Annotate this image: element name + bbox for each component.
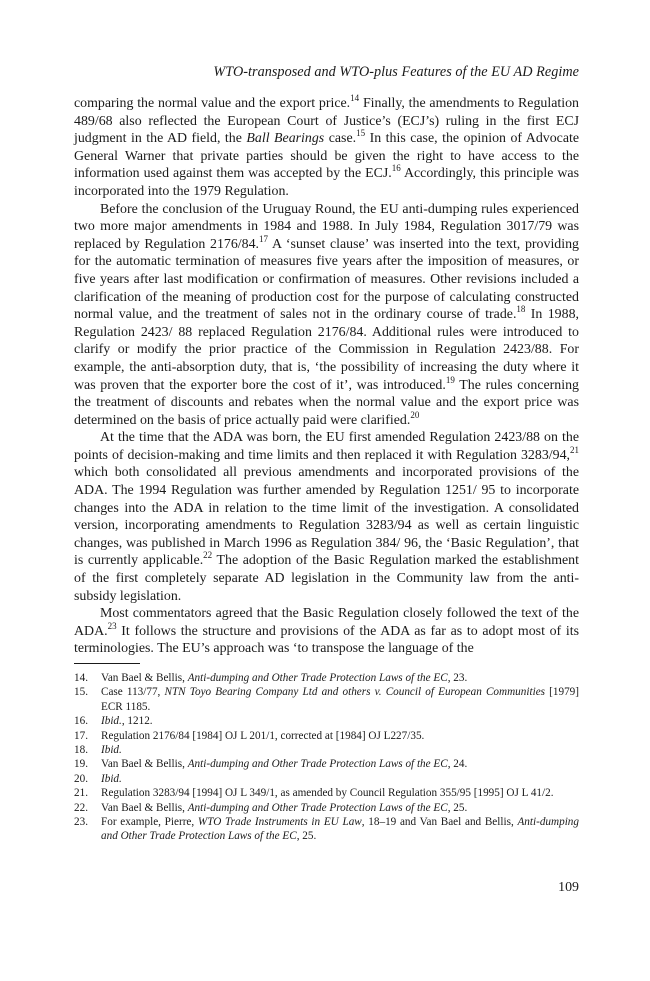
footnote bbox=[74, 743, 579, 757]
text-run: , 18–19 and Van Bael and Bellis, bbox=[361, 816, 518, 829]
italic-text: Ibid. bbox=[101, 744, 122, 757]
footnote-reference: 16 bbox=[391, 163, 401, 174]
footnote-number: 23. bbox=[74, 816, 88, 829]
paragraph bbox=[74, 201, 579, 430]
footnote bbox=[74, 671, 579, 685]
footnote-separator bbox=[74, 663, 140, 664]
footnote bbox=[74, 714, 579, 728]
text-run: [1979] ECR 1185. bbox=[101, 686, 579, 713]
italic-text: WTO Trade Instruments in EU Law bbox=[197, 816, 362, 829]
body-text bbox=[74, 95, 579, 658]
footnote-number: 17. bbox=[74, 729, 88, 742]
text-run: case. bbox=[324, 131, 357, 147]
text-run: The adoption of the Basic Regulation marked the establishment of the first completely separate AD legislation in the Community law from the anti-subsidy legislation. bbox=[74, 553, 579, 604]
text-run: Most commentators agreed that the Basic Regulation closely followed the text of the ADA. bbox=[74, 606, 579, 639]
paragraph bbox=[74, 429, 579, 605]
footnote bbox=[74, 786, 579, 800]
footnote-number: 15. bbox=[74, 686, 88, 699]
text-run: For example, Pierre, bbox=[101, 816, 198, 829]
running-head: WTO-transposed and WTO-plus Features of the EU AD Regime bbox=[213, 64, 579, 80]
footnote bbox=[74, 815, 579, 844]
paragraph bbox=[74, 95, 579, 201]
text-run: Finally, the amendments to Regulation 489/68 also reflected the European Court of Justice’s (ECJ’s) ruling in the first ECJ judgment in the AD field, the bbox=[74, 96, 579, 147]
footnote-reference: 14 bbox=[350, 93, 360, 103]
text-run: A ‘sunset clause’ was inserted into the text, providing for the automatic termination of measures five years after the imposition of measures, or five years after last modification or confirmation of measures. Other revisions included a clarification of the meaning of production cost for the purpose of calculating constructed normal value, and the treatment of sales not in the ordinary course of trade. bbox=[74, 236, 579, 323]
footnote-reference: 19 bbox=[445, 374, 455, 385]
footnote-number: 16. bbox=[74, 715, 88, 728]
text-run: , 25. bbox=[296, 830, 317, 843]
italic-text: Anti-dumping and Other Trade Protection Laws of the EC bbox=[187, 672, 448, 684]
text-run: comparing the normal value and the export price. bbox=[74, 96, 351, 111]
italic-text: Ball Bearings bbox=[246, 131, 325, 147]
footnote-reference: 22 bbox=[203, 550, 213, 561]
footnote-number: 20. bbox=[74, 772, 88, 785]
footnote-number: 21. bbox=[74, 787, 88, 800]
text-run: In this case, the opinion of Advocate General Warner that private parties should be given the right to have access to the information used against them was accepted by the ECJ. bbox=[74, 131, 580, 182]
footnote-number: 18. bbox=[74, 744, 88, 757]
text-run: Van Bael & Bellis, bbox=[101, 672, 188, 684]
footnote-reference: 18 bbox=[516, 304, 526, 315]
text-run: Accordingly, this principle was incorporated into the 1979 Regulation. bbox=[74, 166, 579, 199]
footnote bbox=[74, 685, 579, 714]
text-run: Van Bael & Bellis, bbox=[101, 758, 188, 771]
paragraph bbox=[74, 605, 579, 658]
footnote-reference: 21 bbox=[570, 444, 579, 455]
footnote-number: 19. bbox=[74, 758, 88, 771]
footnote bbox=[74, 757, 579, 771]
text-run: Regulation 2176/84 [1984] OJ L 201/1, corrected at [1984] OJ L227/35. bbox=[101, 729, 425, 742]
footnote-reference: 15 bbox=[356, 128, 366, 139]
italic-text: Anti-dumping and Other Trade Protection Laws of the EC bbox=[187, 758, 448, 771]
italic-text: NTN Toyo Bearing Company Ltd and others v. Council of European Communities bbox=[164, 686, 546, 699]
footnote bbox=[74, 801, 579, 815]
footnote-number: 22. bbox=[74, 801, 88, 814]
footnote-number: 14. bbox=[74, 672, 88, 684]
italic-text: Ibid. bbox=[101, 772, 122, 785]
text-run: Case 113/77, bbox=[101, 686, 165, 699]
italic-text: Ibid. bbox=[101, 715, 122, 728]
footnote-reference: 20 bbox=[410, 409, 420, 420]
page-number: 109 bbox=[558, 880, 579, 895]
footnotes bbox=[74, 671, 579, 844]
footnote-reference: 17 bbox=[259, 233, 269, 244]
text-run: It follows the structure and provisions of the ADA as far as to adopt most of its terminologies. The EU’s approach was ‘to transpose the language of the bbox=[74, 623, 579, 657]
footnote bbox=[74, 772, 579, 786]
italic-text: Anti-dumping and Other Trade Protection Laws of the EC bbox=[101, 816, 579, 843]
text-run: which both consolidated all previous amendments and incorporated provisions of the ADA. The 1994 Regulation was further amended by Regulation 1251/ 95 to incorporate changes into the ADA in relation to the time limit of the investigation. A consolidated version, incorporating amendments to Regulation 3283/94 as well as certain linguistic changes, was published in March 1996 as Regulation 384/ 96, the ‘Basic Regulation’, that is currently applicable. bbox=[74, 465, 579, 569]
text-run: Regulation 3283/94 [1994] OJ L 349/1, as amended by Council Regulation 355/95 [1995] OJ L 41/2. bbox=[101, 787, 554, 800]
text-run: , 1212. bbox=[121, 715, 153, 728]
text-run: In 1988, Regulation 2423/ 88 replaced Regulation 2176/84. Additional rules were introduced to clarify or modify the prior practice of the Commission in Regulation 2423/88. For example, the anti-absorption duty, that is, ‘the possibility of increasing the duty where it was proven that the exporter bore the cost of it’, was introduced. bbox=[74, 307, 579, 393]
text-run: , 25. bbox=[447, 801, 468, 814]
footnote bbox=[74, 729, 579, 743]
italic-text: Anti-dumping and Other Trade Protection Laws of the EC bbox=[187, 801, 448, 814]
text-run: , 23. bbox=[447, 672, 468, 684]
text-run: , 24. bbox=[447, 758, 468, 771]
text-run: Van Bael & Bellis, bbox=[101, 801, 188, 814]
text-run: At the time that the ADA was born, the EU first amended Regulation 2423/88 on the points of decision-making and time limits and then replaced it with Regulation 3283/94, bbox=[74, 430, 579, 463]
text-run: Before the conclusion of the Uruguay Round, the EU anti-dumping rules experienced two more major amendments in 1984 and 1988. In July 1984, Regulation 3017/79 was replaced by Regulation 2176/84. bbox=[74, 201, 579, 252]
text-run: The rules concerning the treatment of discounts and rebates when the normal value and the export price was determined on the basis of price actually paid were clarified. bbox=[74, 377, 579, 428]
footnote-reference: 23 bbox=[107, 620, 117, 631]
